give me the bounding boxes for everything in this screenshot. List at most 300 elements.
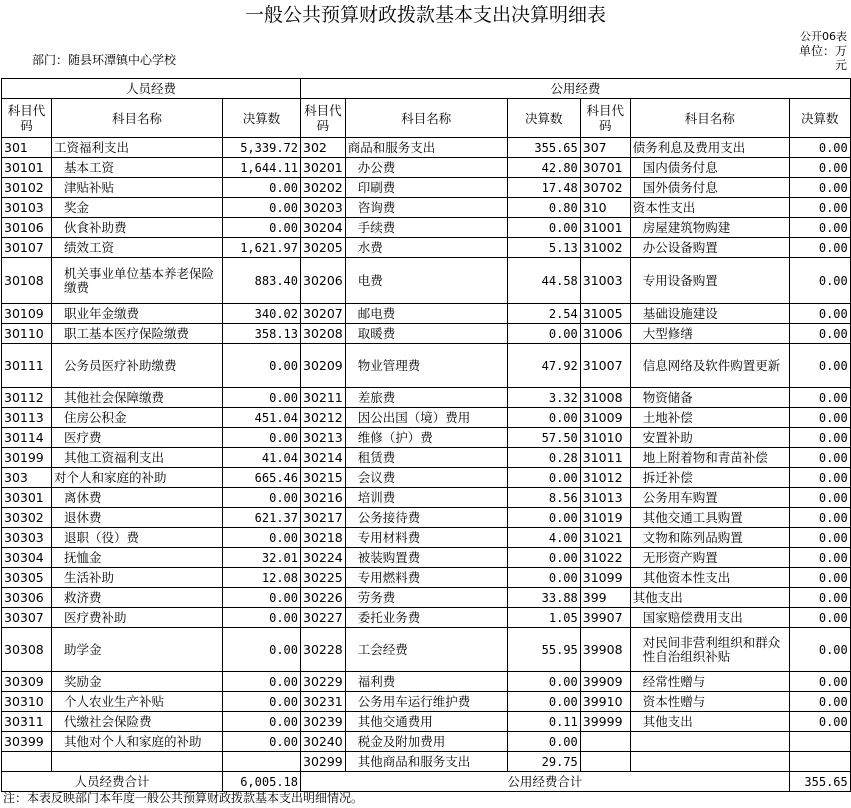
public-other-name-cell: 债务利息及费用支出 — [630, 138, 789, 158]
public-name-cell: 工会经费 — [345, 628, 507, 672]
public-name-cell: 租赁费 — [345, 448, 507, 468]
public-other-name-cell: 其他支出 — [630, 588, 789, 608]
public-code-cell: 30212 — [301, 408, 346, 428]
public-amount-cell: 0.00 — [507, 672, 580, 692]
public-amount-cell: 0.28 — [507, 448, 580, 468]
public-other-amount-cell: 0.00 — [789, 408, 850, 428]
personnel-amount-cell: 1,644.11 — [223, 158, 301, 178]
table-row — [2, 238, 851, 258]
public-amount-cell: 47.92 — [507, 344, 580, 388]
budget-table — [1, 78, 851, 792]
public-code-cell: 30214 — [301, 448, 346, 468]
personnel-amount-cell: 0.00 — [223, 198, 301, 218]
table-row — [2, 608, 851, 628]
table-row — [2, 528, 851, 548]
public-other-amount-cell: 0.00 — [789, 344, 850, 388]
table-row — [2, 428, 851, 448]
public-other-code-cell: 39910 — [580, 692, 630, 712]
public-amount-cell: 5.13 — [507, 238, 580, 258]
public-other-name-cell: 无形资产购置 — [630, 548, 789, 568]
table-row — [2, 752, 851, 772]
personnel-amount-cell — [223, 752, 301, 772]
table-row — [2, 568, 851, 588]
personnel-code-cell: 30113 — [2, 408, 52, 428]
public-code-cell: 30215 — [301, 468, 346, 488]
public-other-amount-cell: 0.00 — [789, 672, 850, 692]
public-other-name-cell — [630, 732, 789, 752]
table-row — [2, 178, 851, 198]
personnel-amount-cell: 0.00 — [223, 588, 301, 608]
public-amount-cell: 4.00 — [507, 528, 580, 548]
public-name-cell: 物业管理费 — [345, 344, 507, 388]
public-name-cell: 办公费 — [345, 158, 507, 178]
public-other-code-cell: 31013 — [580, 488, 630, 508]
public-other-code-cell: 310 — [580, 198, 630, 218]
totals-row — [2, 772, 851, 792]
public-other-code-cell — [580, 752, 630, 772]
public-code-cell: 30208 — [301, 324, 346, 344]
table-row — [2, 408, 851, 428]
personnel-amount-cell: 1,621.97 — [223, 238, 301, 258]
public-amount-cell: 0.11 — [507, 712, 580, 732]
unit-label: 单位：万元 — [798, 44, 847, 72]
public-other-amount-cell: 0.00 — [789, 568, 850, 588]
public-code-cell: 30209 — [301, 344, 346, 388]
personnel-code-cell: 30101 — [2, 158, 52, 178]
public-name-cell: 公务用车运行维护费 — [345, 692, 507, 712]
header-code: 科目代码 — [580, 99, 630, 138]
personnel-name-cell: 机关事业单位基本养老保险缴费 — [52, 258, 223, 304]
table-row — [2, 732, 851, 752]
personnel-code-cell: 30310 — [2, 692, 52, 712]
public-other-amount-cell: 0.00 — [789, 608, 850, 628]
public-name-cell: 咨询费 — [345, 198, 507, 218]
public-name-cell: 商品和服务支出 — [345, 138, 507, 158]
public-other-code-cell: 307 — [580, 138, 630, 158]
public-other-amount-cell: 0.00 — [789, 258, 850, 304]
public-name-cell: 委托业务费 — [345, 608, 507, 628]
table-row — [2, 468, 851, 488]
public-other-code-cell: 31010 — [580, 428, 630, 448]
public-other-code-cell: 30701 — [580, 158, 630, 178]
personnel-name-cell — [52, 752, 223, 772]
personnel-name-cell: 生活补助 — [52, 568, 223, 588]
personnel-amount-cell: 5,339.72 — [223, 138, 301, 158]
public-name-cell: 因公出国（境）费用 — [345, 408, 507, 428]
public-other-name-cell: 其他支出 — [630, 712, 789, 732]
personnel-amount-cell: 0.00 — [223, 528, 301, 548]
personnel-name-cell: 公务员医疗补助缴费 — [52, 344, 223, 388]
public-code-cell: 30224 — [301, 548, 346, 568]
page-title: 一般公共预算财政拨款基本支出决算明细表 — [244, 4, 606, 26]
public-other-amount-cell: 0.00 — [789, 692, 850, 712]
public-other-code-cell: 31011 — [580, 448, 630, 468]
public-name-cell: 水费 — [345, 238, 507, 258]
personnel-code-cell: 30107 — [2, 238, 52, 258]
personnel-code-cell: 30302 — [2, 508, 52, 528]
public-code-cell: 30239 — [301, 712, 346, 732]
public-other-name-cell: 国外债务付息 — [630, 178, 789, 198]
public-name-cell: 其他交通费用 — [345, 712, 507, 732]
personnel-name-cell: 医疗费补助 — [52, 608, 223, 628]
header-code: 科目代码 — [301, 99, 346, 138]
public-name-cell: 邮电费 — [345, 304, 507, 324]
public-code-cell: 30299 — [301, 752, 346, 772]
table-row — [2, 448, 851, 468]
public-other-code-cell: 31012 — [580, 468, 630, 488]
public-other-name-cell: 基础设施建设 — [630, 304, 789, 324]
public-other-code-cell: 31022 — [580, 548, 630, 568]
personnel-amount-cell: 0.00 — [223, 672, 301, 692]
personnel-code-cell: 30399 — [2, 732, 52, 752]
public-amount-cell: 17.48 — [507, 178, 580, 198]
public-other-amount-cell: 0.00 — [789, 324, 850, 344]
public-name-cell: 专用材料费 — [345, 528, 507, 548]
public-other-amount-cell: 0.00 — [789, 588, 850, 608]
personnel-code-cell: 30112 — [2, 388, 52, 408]
public-other-code-cell: 39999 — [580, 712, 630, 732]
public-name-cell: 公务接待费 — [345, 508, 507, 528]
public-other-amount-cell: 0.00 — [789, 468, 850, 488]
public-code-cell: 30226 — [301, 588, 346, 608]
public-other-name-cell: 国内债务付息 — [630, 158, 789, 178]
personnel-name-cell: 其他社会保障缴费 — [52, 388, 223, 408]
public-amount-cell: 29.75 — [507, 752, 580, 772]
public-other-code-cell: 399 — [580, 588, 630, 608]
personnel-code-cell — [2, 752, 52, 772]
public-amount-cell: 57.50 — [507, 428, 580, 448]
personnel-amount-cell: 0.00 — [223, 488, 301, 508]
public-amount-cell: 33.88 — [507, 588, 580, 608]
footnote: 注：本表反映部门本年度一般公共预算财政拨款基本支出明细情况。 — [3, 791, 364, 805]
public-amount-cell: 0.00 — [507, 568, 580, 588]
public-other-name-cell: 文物和陈列品购置 — [630, 528, 789, 548]
personnel-amount-cell: 0.00 — [223, 712, 301, 732]
personnel-amount-cell: 41.04 — [223, 448, 301, 468]
public-other-code-cell: 31008 — [580, 388, 630, 408]
personnel-code-cell: 30114 — [2, 428, 52, 448]
public-other-code-cell: 31002 — [580, 238, 630, 258]
public-amount-cell: 44.58 — [507, 258, 580, 304]
public-amount-cell: 0.80 — [507, 198, 580, 218]
personnel-amount-cell: 0.00 — [223, 732, 301, 752]
header-amount: 决算数 — [223, 99, 301, 138]
table-row — [2, 324, 851, 344]
table-row — [2, 158, 851, 178]
public-code-cell: 30213 — [301, 428, 346, 448]
personnel-code-cell: 30309 — [2, 672, 52, 692]
public-name-cell: 专用燃料费 — [345, 568, 507, 588]
public-other-name-cell: 物资储备 — [630, 388, 789, 408]
department-label: 部门：随县环潭镇中心学校 — [32, 53, 177, 67]
public-name-cell: 印刷费 — [345, 178, 507, 198]
public-name-cell: 会议费 — [345, 468, 507, 488]
personnel-name-cell: 伙食补助费 — [52, 218, 223, 238]
personnel-total-label: 人员经费合计 — [2, 772, 223, 792]
public-code-cell: 30227 — [301, 608, 346, 628]
personnel-name-cell: 奖励金 — [52, 672, 223, 692]
public-other-name-cell: 办公设备购置 — [630, 238, 789, 258]
public-other-code-cell: 31001 — [580, 218, 630, 238]
personnel-amount-cell: 621.37 — [223, 508, 301, 528]
public-name-cell: 税金及附加费用 — [345, 732, 507, 752]
public-other-amount-cell: 0.00 — [789, 628, 850, 672]
public-name-cell: 劳务费 — [345, 588, 507, 608]
public-code-cell: 30205 — [301, 238, 346, 258]
public-section-header: 公用经费 — [301, 79, 851, 99]
personnel-code-cell: 30307 — [2, 608, 52, 628]
public-amount-cell: 0.00 — [507, 408, 580, 428]
personnel-amount-cell: 883.40 — [223, 258, 301, 304]
table-row — [2, 304, 851, 324]
public-code-cell: 30204 — [301, 218, 346, 238]
public-other-name-cell: 经常性赠与 — [630, 672, 789, 692]
public-other-code-cell — [580, 732, 630, 752]
personnel-name-cell: 助学金 — [52, 628, 223, 672]
personnel-name-cell: 救济费 — [52, 588, 223, 608]
public-code-cell: 30211 — [301, 388, 346, 408]
personnel-name-cell: 津贴补贴 — [52, 178, 223, 198]
public-other-code-cell: 39909 — [580, 672, 630, 692]
table-row — [2, 712, 851, 732]
public-name-cell: 维修（护）费 — [345, 428, 507, 448]
personnel-name-cell: 基本工资 — [52, 158, 223, 178]
personnel-amount-cell: 0.00 — [223, 178, 301, 198]
personnel-amount-cell: 0.00 — [223, 428, 301, 448]
public-code-cell: 30229 — [301, 672, 346, 692]
public-other-amount-cell: 0.00 — [789, 158, 850, 178]
public-code-cell: 30228 — [301, 628, 346, 672]
table-row — [2, 692, 851, 712]
personnel-section-header: 人员经费 — [2, 79, 301, 99]
public-other-amount-cell: 0.00 — [789, 388, 850, 408]
personnel-name-cell: 绩效工资 — [52, 238, 223, 258]
public-other-code-cell: 31006 — [580, 324, 630, 344]
public-amount-cell: 0.00 — [507, 468, 580, 488]
personnel-name-cell: 职业年金缴费 — [52, 304, 223, 324]
personnel-code-cell: 30304 — [2, 548, 52, 568]
header-amount: 决算数 — [507, 99, 580, 138]
public-name-cell: 培训费 — [345, 488, 507, 508]
personnel-code-cell: 303 — [2, 468, 52, 488]
public-name-cell: 其他商品和服务支出 — [345, 752, 507, 772]
personnel-name-cell: 住房公积金 — [52, 408, 223, 428]
public-name-cell: 电费 — [345, 258, 507, 304]
public-other-amount-cell: 0.00 — [789, 508, 850, 528]
public-amount-cell: 2.54 — [507, 304, 580, 324]
public-amount-cell: 0.00 — [507, 692, 580, 712]
public-code-cell: 30218 — [301, 528, 346, 548]
public-total-value: 355.65 — [789, 772, 850, 792]
public-other-name-cell: 地上附着物和青苗补偿 — [630, 448, 789, 468]
public-other-name-cell: 大型修缮 — [630, 324, 789, 344]
public-other-name-cell — [630, 752, 789, 772]
personnel-code-cell: 30305 — [2, 568, 52, 588]
public-amount-cell: 0.00 — [507, 218, 580, 238]
public-other-name-cell: 对民间非营利组织和群众性自治组织补贴 — [630, 628, 789, 672]
table-row — [2, 198, 851, 218]
public-name-cell: 取暖费 — [345, 324, 507, 344]
public-code-cell: 30240 — [301, 732, 346, 752]
personnel-name-cell: 其他对个人和家庭的补助 — [52, 732, 223, 752]
public-other-name-cell: 资本性赠与 — [630, 692, 789, 712]
personnel-total-value: 6,005.18 — [223, 772, 301, 792]
public-other-amount-cell — [789, 732, 850, 752]
public-amount-cell: 42.80 — [507, 158, 580, 178]
personnel-code-cell: 30103 — [2, 198, 52, 218]
personnel-code-cell: 30102 — [2, 178, 52, 198]
table-row — [2, 258, 851, 304]
header-name: 科目名称 — [630, 99, 789, 138]
public-other-amount-cell: 0.00 — [789, 488, 850, 508]
personnel-name-cell: 职工基本医疗保险缴费 — [52, 324, 223, 344]
public-name-cell: 差旅费 — [345, 388, 507, 408]
personnel-code-cell: 30311 — [2, 712, 52, 732]
public-other-name-cell: 其他交通工具购置 — [630, 508, 789, 528]
public-code-cell: 30231 — [301, 692, 346, 712]
public-amount-cell: 0.00 — [507, 732, 580, 752]
personnel-amount-cell: 0.00 — [223, 388, 301, 408]
public-other-amount-cell: 0.00 — [789, 428, 850, 448]
public-code-cell: 30206 — [301, 258, 346, 304]
public-other-amount-cell: 0.00 — [789, 304, 850, 324]
public-other-name-cell: 土地补偿 — [630, 408, 789, 428]
personnel-name-cell: 退职（役）费 — [52, 528, 223, 548]
public-other-name-cell: 信息网络及软件购置更新 — [630, 344, 789, 388]
personnel-code-cell: 30111 — [2, 344, 52, 388]
public-name-cell: 手续费 — [345, 218, 507, 238]
personnel-code-cell: 30303 — [2, 528, 52, 548]
personnel-amount-cell: 0.00 — [223, 218, 301, 238]
personnel-amount-cell: 451.04 — [223, 408, 301, 428]
header-code: 科目代码 — [2, 99, 52, 138]
personnel-name-cell: 工资福利支出 — [52, 138, 223, 158]
public-other-amount-cell: 0.00 — [789, 712, 850, 732]
public-other-name-cell: 拆迁补偿 — [630, 468, 789, 488]
personnel-name-cell: 个人农业生产补贴 — [52, 692, 223, 712]
personnel-amount-cell: 0.00 — [223, 692, 301, 712]
table-row — [2, 672, 851, 692]
public-other-code-cell: 31003 — [580, 258, 630, 304]
personnel-name-cell: 奖金 — [52, 198, 223, 218]
public-other-amount-cell: 0.00 — [789, 178, 850, 198]
public-other-code-cell: 39908 — [580, 628, 630, 672]
public-amount-cell: 0.00 — [507, 508, 580, 528]
public-amount-cell: 0.00 — [507, 548, 580, 568]
personnel-name-cell: 其他工资福利支出 — [52, 448, 223, 468]
public-other-code-cell: 31099 — [580, 568, 630, 588]
public-other-name-cell: 其他资本性支出 — [630, 568, 789, 588]
personnel-name-cell: 代缴社会保险费 — [52, 712, 223, 732]
personnel-amount-cell: 358.13 — [223, 324, 301, 344]
public-other-amount-cell: 0.00 — [789, 528, 850, 548]
table-row — [2, 344, 851, 388]
public-amount-cell: 1.05 — [507, 608, 580, 628]
public-code-cell: 30201 — [301, 158, 346, 178]
public-code-cell: 30216 — [301, 488, 346, 508]
personnel-amount-cell: 0.00 — [223, 628, 301, 672]
public-total-label: 公用经费合计 — [301, 772, 790, 792]
personnel-amount-cell: 0.00 — [223, 344, 301, 388]
public-name-cell: 被装购置费 — [345, 548, 507, 568]
personnel-code-cell: 30306 — [2, 588, 52, 608]
public-other-name-cell: 公务用车购置 — [630, 488, 789, 508]
personnel-name-cell: 对个人和家庭的补助 — [52, 468, 223, 488]
personnel-amount-cell: 12.08 — [223, 568, 301, 588]
public-code-cell: 30202 — [301, 178, 346, 198]
public-other-code-cell: 31005 — [580, 304, 630, 324]
public-amount-cell: 8.56 — [507, 488, 580, 508]
header-amount: 决算数 — [789, 99, 850, 138]
personnel-code-cell: 30199 — [2, 448, 52, 468]
public-other-amount-cell: 0.00 — [789, 548, 850, 568]
table-row — [2, 588, 851, 608]
public-code-cell: 302 — [301, 138, 346, 158]
personnel-code-cell: 301 — [2, 138, 52, 158]
header-name: 科目名称 — [52, 99, 223, 138]
table-row — [2, 488, 851, 508]
public-other-name-cell: 国家赔偿费用支出 — [630, 608, 789, 628]
public-other-amount-cell: 0.00 — [789, 238, 850, 258]
table-row — [2, 628, 851, 672]
personnel-code-cell: 30109 — [2, 304, 52, 324]
table-row — [2, 508, 851, 528]
public-amount-cell: 0.00 — [507, 324, 580, 344]
table-row — [2, 388, 851, 408]
public-other-code-cell: 31019 — [580, 508, 630, 528]
public-other-amount-cell: 0.00 — [789, 448, 850, 468]
public-amount-cell: 55.95 — [507, 628, 580, 672]
personnel-code-cell: 30106 — [2, 218, 52, 238]
public-code-cell: 30207 — [301, 304, 346, 324]
table-row — [2, 138, 851, 158]
public-other-code-cell: 30702 — [580, 178, 630, 198]
personnel-amount-cell: 32.01 — [223, 548, 301, 568]
public-other-amount-cell: 0.00 — [789, 218, 850, 238]
public-other-amount-cell: 0.00 — [789, 198, 850, 218]
personnel-code-cell: 30108 — [2, 258, 52, 304]
public-other-amount-cell — [789, 752, 850, 772]
public-other-code-cell: 31007 — [580, 344, 630, 388]
public-other-name-cell: 房屋建筑物购建 — [630, 218, 789, 238]
personnel-amount-cell: 340.02 — [223, 304, 301, 324]
public-amount-cell: 3.32 — [507, 388, 580, 408]
personnel-name-cell: 退休费 — [52, 508, 223, 528]
personnel-name-cell: 抚恤金 — [52, 548, 223, 568]
public-code-cell: 30203 — [301, 198, 346, 218]
public-other-name-cell: 专用设备购置 — [630, 258, 789, 304]
personnel-code-cell: 30308 — [2, 628, 52, 672]
personnel-name-cell: 离休费 — [52, 488, 223, 508]
personnel-amount-cell: 665.46 — [223, 468, 301, 488]
public-other-amount-cell: 0.00 — [789, 138, 850, 158]
table-row — [2, 218, 851, 238]
public-name-cell: 福利费 — [345, 672, 507, 692]
form-number: 公开06表 — [800, 30, 847, 43]
public-code-cell: 30225 — [301, 568, 346, 588]
public-other-code-cell: 31021 — [580, 528, 630, 548]
public-other-code-cell: 31009 — [580, 408, 630, 428]
table-row — [2, 548, 851, 568]
public-amount-cell: 355.65 — [507, 138, 580, 158]
header-name: 科目名称 — [345, 99, 507, 138]
public-other-name-cell: 资本性支出 — [630, 198, 789, 218]
personnel-code-cell: 30110 — [2, 324, 52, 344]
personnel-name-cell: 医疗费 — [52, 428, 223, 448]
public-other-code-cell: 39907 — [580, 608, 630, 628]
personnel-amount-cell: 0.00 — [223, 608, 301, 628]
personnel-code-cell: 30301 — [2, 488, 52, 508]
